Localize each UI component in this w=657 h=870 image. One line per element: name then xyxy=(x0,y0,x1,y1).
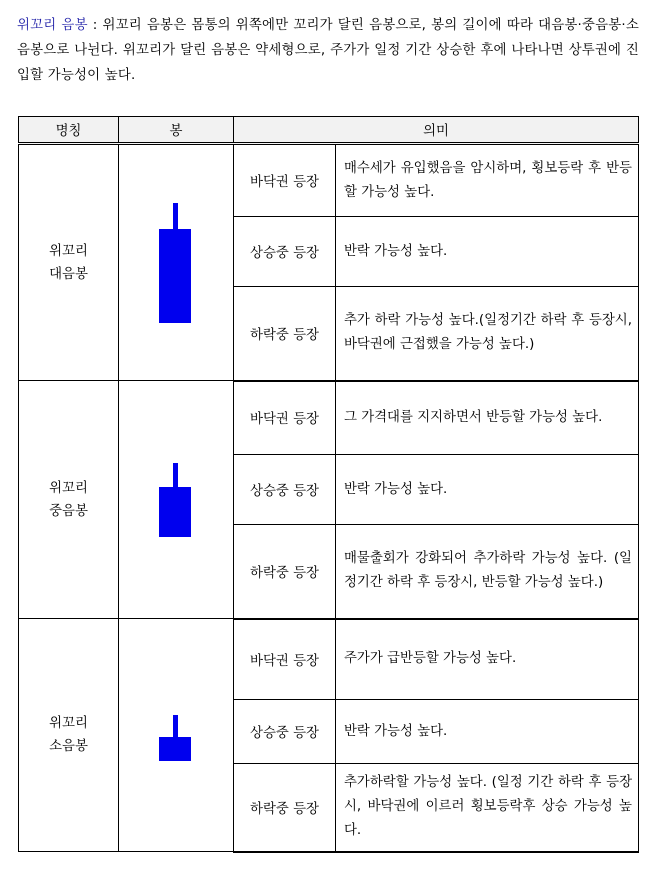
header-candle: 봉 xyxy=(119,117,234,144)
candle-name-large xyxy=(19,144,119,381)
stage-label: 상승중 등장 xyxy=(234,217,336,287)
stage-label: 바닥권 등장 xyxy=(234,619,336,700)
meaning-text: 그 가격대를 지지하면서 반등할 가능성 높다. xyxy=(336,381,639,455)
intro-text: : 위꼬리 음봉은 몸통의 위쪽에만 꼬리가 달린 음봉으로, 봉의 길이에 따라 대음봉·중음봉·소음봉으로 나뉜다. 위꼬리가 달린 음봉은 약세형으로, 주가가 일정 기간 상승한 후에 나타나면 상투권에 진입할 가능성이 높다. xyxy=(17,18,639,83)
candle-name-small xyxy=(19,619,119,852)
intro-paragraph xyxy=(17,13,639,88)
bearish-candle-body-icon xyxy=(159,229,191,323)
stage-label: 하락중 등장 xyxy=(234,525,336,619)
meaning-text: 주가가 급반등할 가능성 높다. xyxy=(336,619,639,700)
intro-term: 위꼬리 음봉 xyxy=(17,18,88,33)
name-line: 대음봉 xyxy=(49,266,88,282)
table-row xyxy=(19,381,639,455)
upper-wick-icon xyxy=(173,715,178,739)
table-row xyxy=(19,619,639,700)
name-line: 위꼬리 xyxy=(49,243,88,259)
candle-cell-medium xyxy=(119,381,234,619)
stage-label: 하락중 등장 xyxy=(234,764,336,852)
meaning-text: 추가 하락 가능성 높다.(일정기간 하락 후 등장시, 바닥권에 근접했을 가능성 높다.) xyxy=(336,287,639,381)
candle-name-medium xyxy=(19,381,119,619)
name-line: 위꼬리 xyxy=(49,716,88,731)
meaning-text: 매수세가 유입했음을 암시하며, 횡보등락 후 반등할 가능성 높다. xyxy=(336,144,639,217)
name-line: 위꼬리 xyxy=(49,480,88,496)
bearish-candle-body-icon xyxy=(159,737,191,761)
stage-label: 바닥권 등장 xyxy=(234,381,336,455)
candle-table xyxy=(18,116,639,853)
header-meaning: 의미 xyxy=(234,117,639,144)
header-name: 명칭 xyxy=(19,117,119,144)
stage-label: 하락중 등장 xyxy=(234,287,336,381)
meaning-text: 추가하락할 가능성 높다. (일정 기간 하락 후 등장시, 바닥권에 이르러 횡보등락후 상승 가능성 높다. xyxy=(336,764,639,852)
candle-cell-large xyxy=(119,144,234,381)
table-header-row xyxy=(19,117,639,144)
bearish-candle-body-icon xyxy=(159,487,191,537)
stage-label: 상승중 등장 xyxy=(234,700,336,764)
name-line: 중음봉 xyxy=(49,503,88,519)
candle-cell-small xyxy=(119,619,234,852)
table-row xyxy=(19,144,639,217)
meaning-text: 반락 가능성 높다. xyxy=(336,700,639,764)
name-line: 소음봉 xyxy=(49,739,88,754)
stage-label: 바닥권 등장 xyxy=(234,144,336,217)
stage-label: 상승중 등장 xyxy=(234,455,336,525)
meaning-text: 반락 가능성 높다. xyxy=(336,217,639,287)
meaning-text: 매물출회가 강화되어 추가하락 가능성 높다. (일정기간 하락 후 등장시, 반등할 가능성 높다.) xyxy=(336,525,639,619)
meaning-text: 반락 가능성 높다. xyxy=(336,455,639,525)
